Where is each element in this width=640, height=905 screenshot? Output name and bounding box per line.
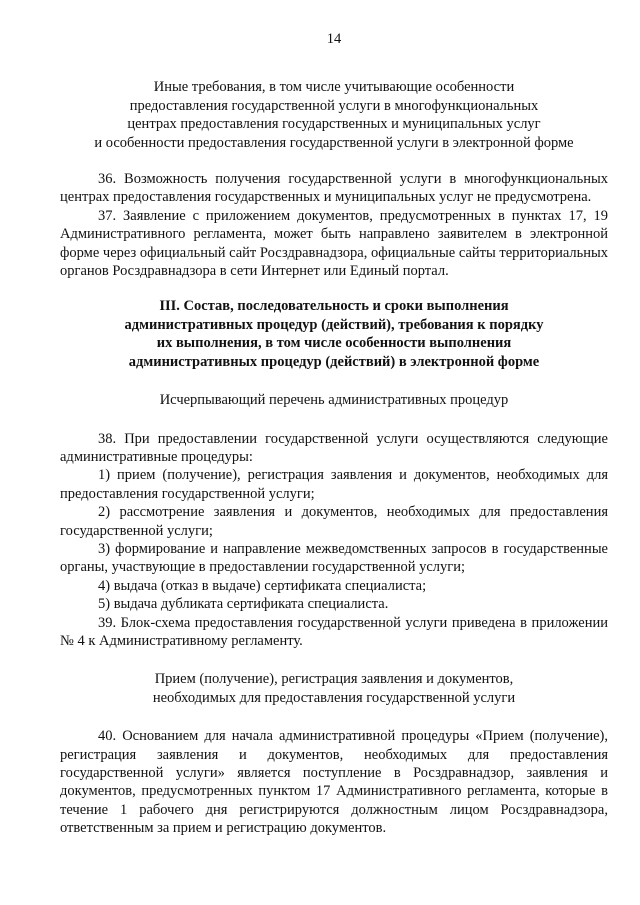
- heading-line: предоставления государственной услуги в многофункциональных: [129, 97, 539, 114]
- paragraph-40: 40. Основанием для начала административной процедуры «Прием (получение), регистрация заявления и документов, необходимых для предоставления государственной услуги» является поступление в Росздравнадзор, заявления и документов, предусмотренных пунктом 17 Административного регламента, которые в течение 1 рабочего дня регистрируются должностным лицом Росздравнадзора, ответственным за прием и регистрацию документов.: [60, 728, 608, 837]
- paragraph-37: 37. Заявление с приложением документов, предусмотренных в пунктах 17, 19 Административного регламента, может быть направлено заявителем в электронной форме через официальный сайт Росздравнадзора, официальные сайты территориальных органов Росздравнадзора в сети Интернет или Единый портал.: [60, 207, 608, 280]
- heading-line: и особенности предоставления государственной услуги в электронной форме: [94, 134, 574, 151]
- procedure-item: 1) прием (получение), регистрация заявления и документов, необходимых для предоставления государственной услуги;: [60, 467, 608, 502]
- heading-line: центрах предоставления государственных и муниципальных услуг: [127, 116, 541, 133]
- heading-other-requirements: [60, 78, 608, 152]
- section-heading-line: их выполнения, в том числе особенности выполнения: [156, 335, 512, 352]
- procedure-item: 3) формирование и направление межведомственных запросов в государственные органы, участвующие в предоставлении государственной услуги;: [60, 540, 608, 576]
- subheading-line: необходимых для предоставления государственной услуги: [152, 689, 516, 706]
- procedure-item: 2) рассмотрение заявления и документов, необходимых для предоставления государственной услуги;: [60, 504, 608, 539]
- paragraph-39: 39. Блок-схема предоставления государственной услуги приведена в приложении № 4 к Административному регламенту.: [60, 614, 608, 649]
- heading-line: Иные требования, в том числе учитывающие особенности: [153, 79, 515, 96]
- procedure-item: 5) выдача дубликата сертификата специалиста.: [98, 596, 389, 613]
- paragraph-38: 38. При предоставлении государственной услуги осуществляются следующие административные процедуры:: [60, 430, 608, 465]
- section-heading-line: административных процедур (действий) в электронной форме: [128, 353, 540, 370]
- page-number: 14: [326, 31, 342, 47]
- document-page: [60, 30, 608, 838]
- section-heading-line: административных процедур (действий), требования к порядку: [124, 316, 544, 333]
- subheading-reception: [60, 670, 608, 707]
- section-3-heading: [60, 297, 608, 371]
- section-heading-line: III. Состав, последовательность и сроки выполнения: [159, 298, 509, 315]
- paragraph-36: 36. Возможность получения государственной услуги в многофункциональных центрах предоставления государственных и муниципальных услуг не предусмотрена.: [60, 171, 608, 206]
- subheading-procedures-list: Исчерпывающий перечень административных процедур: [159, 392, 509, 409]
- subheading-line: Прием (получение), регистрация заявления и документов,: [154, 671, 514, 688]
- procedure-item: 4) выдача (отказ в выдаче) сертификата специалиста;: [98, 577, 427, 594]
